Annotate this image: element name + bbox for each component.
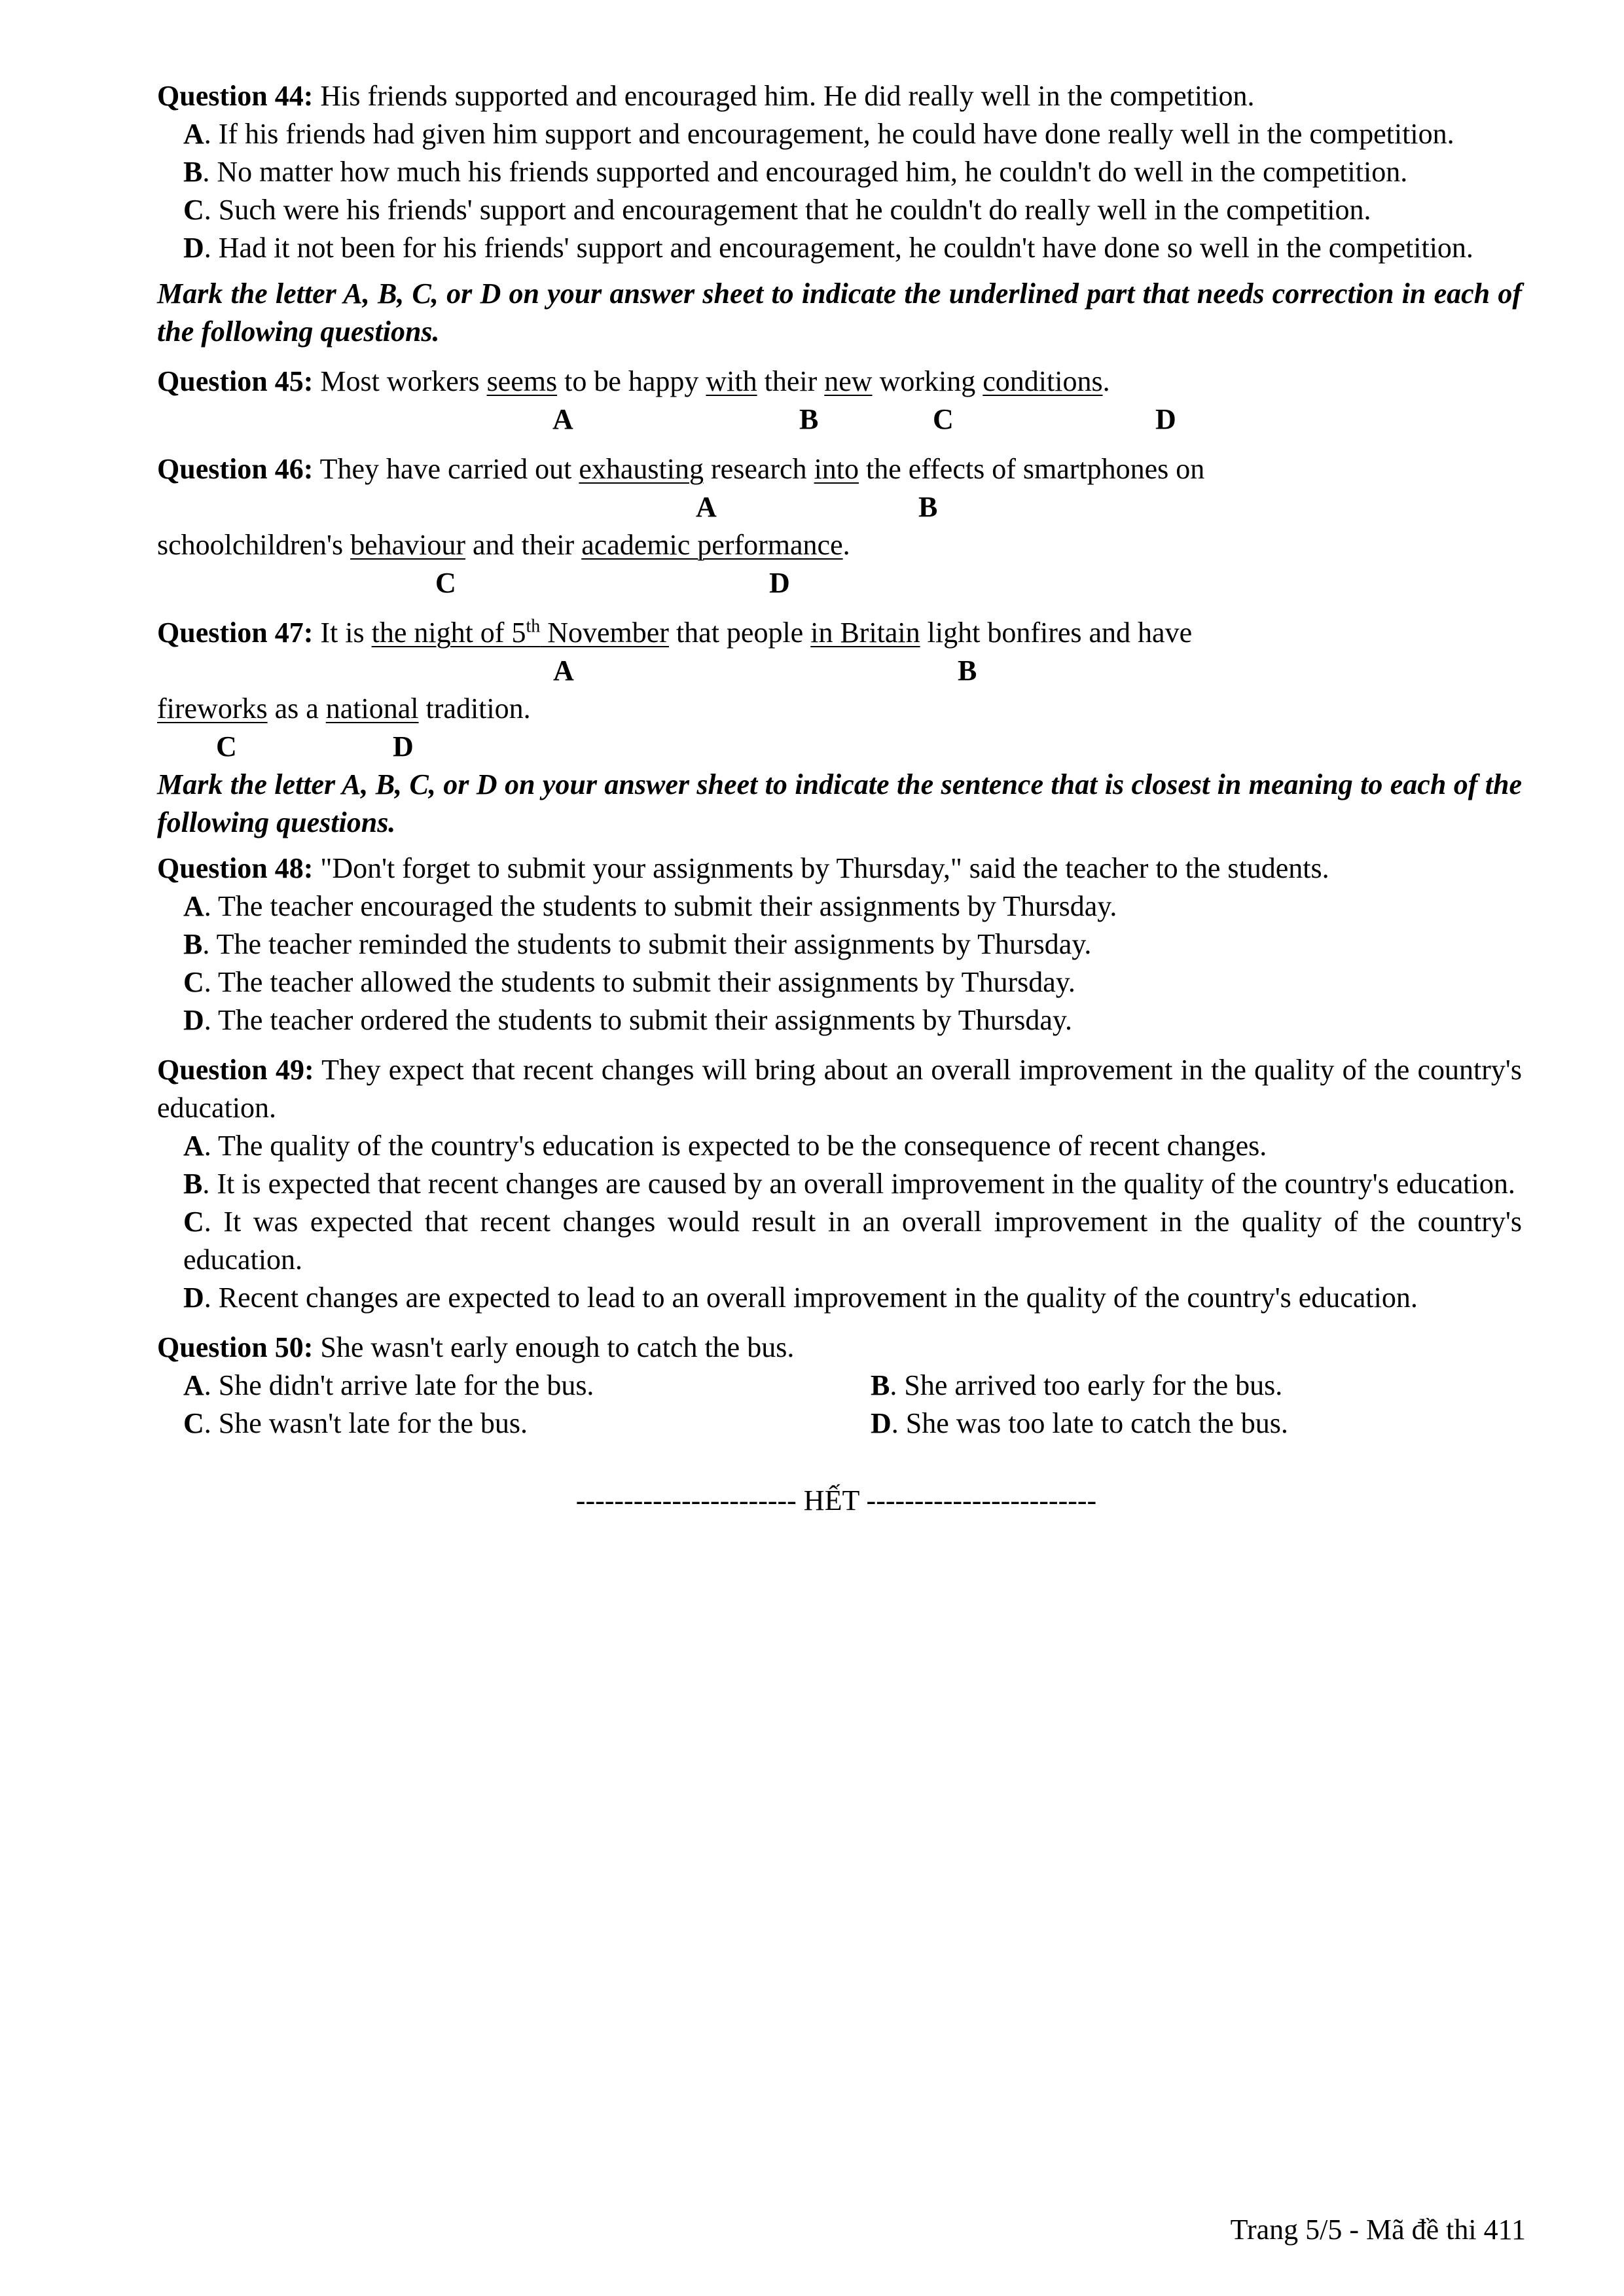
q45-part-a: seems	[486, 365, 558, 397]
question-50: Question 50: She wasn't early enough to catch the bus.	[157, 1331, 795, 1363]
question-48: Question 48: "Don't forget to submit your assignments by Thursday," said the teacher to the students.	[157, 852, 1329, 884]
question-50-option-c: C. She wasn't late for the bus.	[183, 1407, 528, 1439]
question-44	[157, 77, 1522, 115]
question-44-option-d: D. Had it not been for his friends' support and encouragement, he couldn't have done so well in the competition.	[183, 232, 1473, 264]
end-marker: ----------------------- HẾT ------------------------	[575, 1484, 1097, 1516]
question-47-letters-line2: C D	[216, 730, 414, 762]
q46-part-b: into	[814, 453, 859, 485]
q47-part-b: in Britain	[810, 617, 920, 649]
question-50-option-a: A. She didn't arrive late for the bus.	[183, 1369, 594, 1401]
question-44-option-b: B. No matter how much his friends supported and encouraged him, he couldn't do well in the competition.	[183, 156, 1408, 188]
question-48-option-b: B. The teacher reminded the students to submit their assignments by Thursday.	[183, 928, 1092, 960]
question-44-option-a: A. If his friends had given him support and encouragement, he could have done really well in the competition.	[183, 118, 1454, 150]
question-49: Question 49: They expect that recent changes will bring about an overall improvement in the quality of the country's education.	[157, 1054, 1522, 1124]
q46-part-d: academic performance	[581, 529, 843, 561]
instruction-error-correction: Mark the letter A, B, C, or D on your answer sheet to indicate the underlined part that needs correction in each of the following questions.	[157, 278, 1522, 348]
q47-part-a: the night of 5th November	[371, 616, 669, 649]
question-50-options-row1	[183, 1367, 1522, 1405]
question-50-option-b: B. She arrived too early for the bus.	[871, 1369, 1283, 1401]
question-49-option-b: B. It is expected that recent changes are caused by an overall improvement in the quality of the country's education.	[183, 1168, 1515, 1200]
q45-part-d: conditions	[983, 365, 1103, 397]
q45-part-b: with	[706, 365, 757, 397]
question-46-letters-line1: A B	[696, 491, 938, 523]
question-44-text: His friends supported and encouraged him. He did really well in the competition.	[313, 80, 1255, 112]
question-45-letters: A B C D	[552, 403, 1176, 435]
q47-part-c: fireworks	[157, 692, 268, 725]
question-50-option-d: D. She was too late to catch the bus.	[871, 1407, 1288, 1439]
question-46-line2: schoolchildren's behaviour and their academic performance.	[157, 529, 850, 561]
instruction-closest-meaning: Mark the letter A, B, C, or D on your answer sheet to indicate the sentence that is closest in meaning to each of the following questions.	[157, 768, 1522, 838]
question-44-option-c: C. Such were his friends' support and encouragement that he couldn't do really well in the competition.	[183, 194, 1371, 226]
question-48-option-a: A. The teacher encouraged the students to submit their assignments by Thursday.	[183, 890, 1117, 922]
question-46: Question 46: They have carried out exhausting research into the effects of smartphones on	[157, 453, 1205, 485]
question-50-options-row2	[183, 1405, 1522, 1443]
exam-page	[157, 77, 1522, 1520]
question-48-option-c: C. The teacher allowed the students to submit their assignments by Thursday.	[183, 966, 1075, 998]
q47-part-d: national	[325, 692, 419, 725]
question-47: Question 47: It is the night of 5th November that people in Britain light bonfires and have	[157, 616, 1193, 649]
question-44-label: Question 44:	[157, 80, 314, 112]
question-45: Question 45: Most workers seems to be happy with their new working conditions.	[157, 365, 1110, 397]
question-49-option-c: C. It was expected that recent changes would result in an overall improvement in the quality of the country's education.	[183, 1206, 1522, 1276]
question-46-letters-line2: C D	[435, 567, 790, 599]
question-48-option-d: D. The teacher ordered the students to submit their assignments by Thursday.	[183, 1004, 1073, 1036]
question-49-option-a: A. The quality of the country's education is expected to be the consequence of recent changes.	[183, 1130, 1267, 1162]
page-footer: Trang 5/5 - Mã đề thi 411	[1230, 2214, 1526, 2246]
q46-part-a: exhausting	[579, 453, 704, 485]
q46-part-c: behaviour	[350, 529, 466, 561]
question-49-option-d: D. Recent changes are expected to lead to an overall improvement in the quality of the country's education.	[183, 1282, 1418, 1314]
question-47-line2: fireworks as a national tradition.	[157, 692, 531, 725]
q45-part-c: new	[824, 365, 873, 397]
question-47-letters-line1: A B	[553, 655, 977, 687]
